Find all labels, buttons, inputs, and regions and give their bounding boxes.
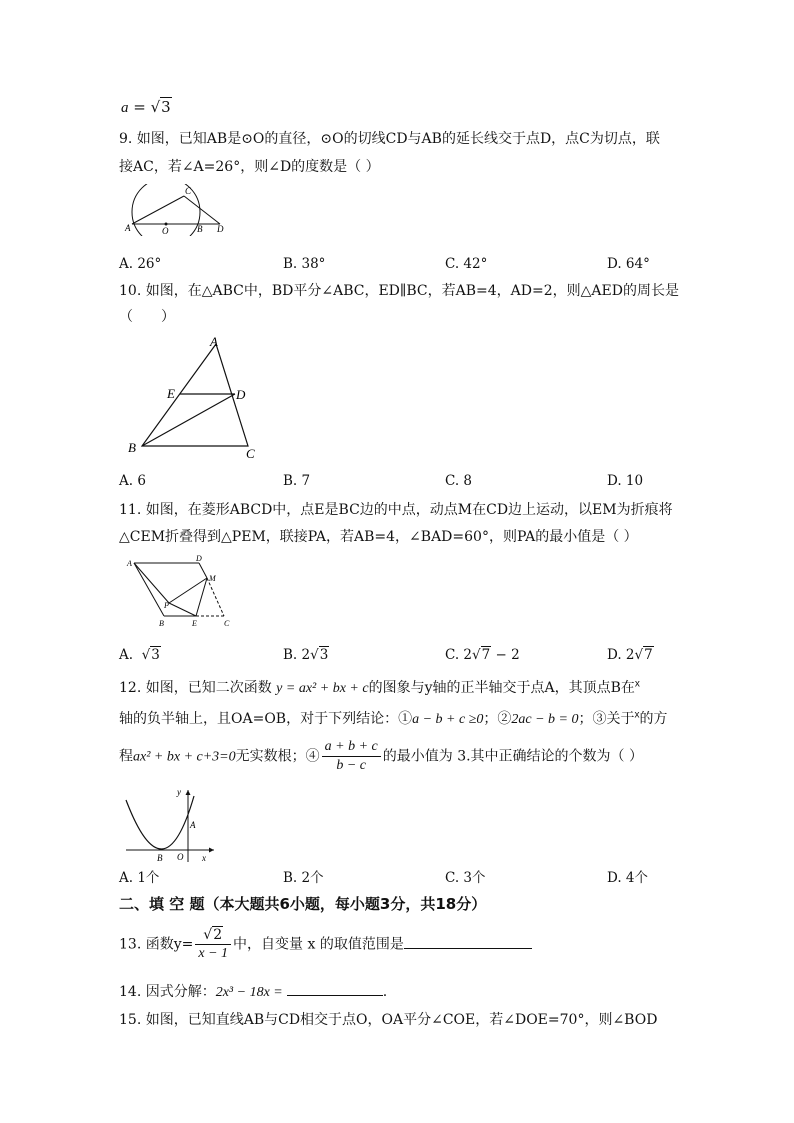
label-a: A	[125, 223, 131, 233]
label-b: B	[128, 440, 136, 455]
label-m: M	[209, 574, 216, 583]
q11-figure	[124, 553, 236, 631]
q14-expr: 2x³ − 18x =	[215, 985, 283, 1000]
q11-option-d: D. 2√7	[607, 647, 653, 663]
label-x: x	[202, 853, 206, 863]
label-e: E	[192, 619, 197, 628]
section-heading: 二、填 空 题（本大题共6小题，每小题3分，共18分）	[119, 895, 487, 913]
label-c: C	[185, 186, 192, 196]
q9-option-c: C. 42°	[445, 256, 488, 272]
q14-line: 14. 因式分解：2x³ − 18x = .	[119, 981, 387, 1001]
q9-line2: 接AC，若∠A=26°，则∠D的度数是（ ）	[119, 159, 380, 175]
line-cd	[184, 196, 220, 224]
q10-option-d: D. 10	[607, 473, 644, 489]
q12-option-d: D. 4个	[607, 870, 649, 886]
label-p: P	[164, 601, 169, 610]
fraction: $\frac{√2}{x - 1}$	[195, 926, 231, 963]
label-d: D	[217, 224, 224, 234]
q11-option-c: C. 2√7 − 2	[445, 647, 520, 663]
label-b: B	[197, 224, 203, 234]
answer-blank	[404, 934, 532, 949]
label-c: C	[246, 446, 255, 461]
q12-option-c: C. 3个	[445, 870, 486, 886]
q10-figure	[124, 332, 274, 464]
label-o: O	[177, 852, 184, 862]
q12-line1: 12. 如图，已知二次函数 y = ax² + bx + c的图象与y轴的正半轴交于点A，其顶点B在$^x$	[119, 678, 640, 696]
q11-option-b: B. 2√3	[283, 647, 329, 663]
sqrt: √7	[634, 647, 653, 663]
sqrt: √3	[150, 98, 171, 116]
q12-function-expr: y = ax² + bx + c	[276, 681, 369, 696]
q12-option-b: B. 2个	[283, 870, 324, 886]
fraction: $\frac{a + b + c}{b - c}$	[322, 738, 381, 775]
q10-option-c: C. 8	[445, 473, 473, 489]
q9-line1: 9. 如图，已知AB是⊙O的直径，⊙O的切线CD与AB的延长线交于点D，点C为切点，联	[119, 131, 660, 147]
q11-line2: △CEM折叠得到△PEM，联接PA，若AB=4，∠BAD=60°，则PA的最小值是（ ）	[119, 529, 638, 545]
sqrt: √3	[141, 647, 160, 663]
q10-option-b: B. 7	[283, 473, 311, 489]
label-y: y	[177, 787, 181, 797]
q15-line: 15. 如图，已知直线AB与CD相交于点O，OA平分∠COE，若∠DOE=70°，则∠BOD	[119, 1012, 658, 1028]
q13-line: 13. 函数y= $\frac{√2}{x - 1}$ 中，自变量 x 的取值范围是	[119, 926, 532, 963]
x-arrow	[209, 848, 214, 853]
q9-figure	[119, 184, 229, 236]
top-formula	[121, 98, 172, 117]
sqrt: √7	[472, 647, 491, 663]
line-ac	[132, 196, 184, 224]
segment-pe	[169, 603, 196, 616]
q9-option-a: A. 26°	[119, 256, 162, 272]
side-dm	[199, 563, 207, 578]
q12-figure	[122, 786, 222, 864]
segment-bd	[142, 394, 235, 446]
label-d: D	[236, 387, 246, 402]
label-c: C	[224, 619, 230, 628]
q11-line1: 11. 如图，在菱形ABCD中，点E是BC边的中点，动点M在CD边上运动，以EM为折痕将	[119, 502, 673, 518]
parabola	[126, 796, 194, 849]
answer-blank	[287, 981, 383, 996]
q9-option-b: B. 38°	[283, 256, 326, 272]
y-arrow	[186, 790, 191, 795]
formula-eq: =	[128, 98, 151, 116]
sqrt: √3	[310, 647, 329, 663]
label-b: B	[159, 619, 164, 628]
side-ab	[134, 563, 164, 616]
label-b: B	[157, 853, 163, 863]
label-o: O	[162, 226, 169, 236]
q12-line2: 轴的负半轴上，且OA=OB，对于下列结论：①a − b + c ≥0；②2ac − b = 0；③关于$^x$的方	[119, 709, 668, 727]
side-mc-dashed	[207, 578, 224, 616]
formula-lhs: a	[121, 100, 129, 116]
label-a: A	[210, 334, 218, 349]
q12-line3: 程ax² + bx + c+3=0无实数根；④ $\frac{a + b + c}{b - c}$ 的最小值为 3.其中正确结论的个数为（ ）	[119, 739, 644, 773]
label-d: D	[196, 554, 202, 563]
q11-option-a: A. √3	[119, 647, 160, 663]
label-a: A	[127, 559, 132, 568]
label-e: E	[167, 386, 175, 401]
q10-line2: （ ）	[119, 309, 175, 325]
q9-option-d: D. 64°	[607, 256, 650, 272]
q10-option-a: A. 6	[119, 473, 146, 489]
label-a: A	[190, 820, 196, 830]
segment-pa	[134, 563, 169, 603]
q12-option-a: A. 1个	[119, 870, 160, 886]
q10-line1: 10. 如图，在△ABC中，BD平分∠ABC，ED∥BC，若AB=4，AD=2，则△AED的周长是	[119, 283, 679, 299]
